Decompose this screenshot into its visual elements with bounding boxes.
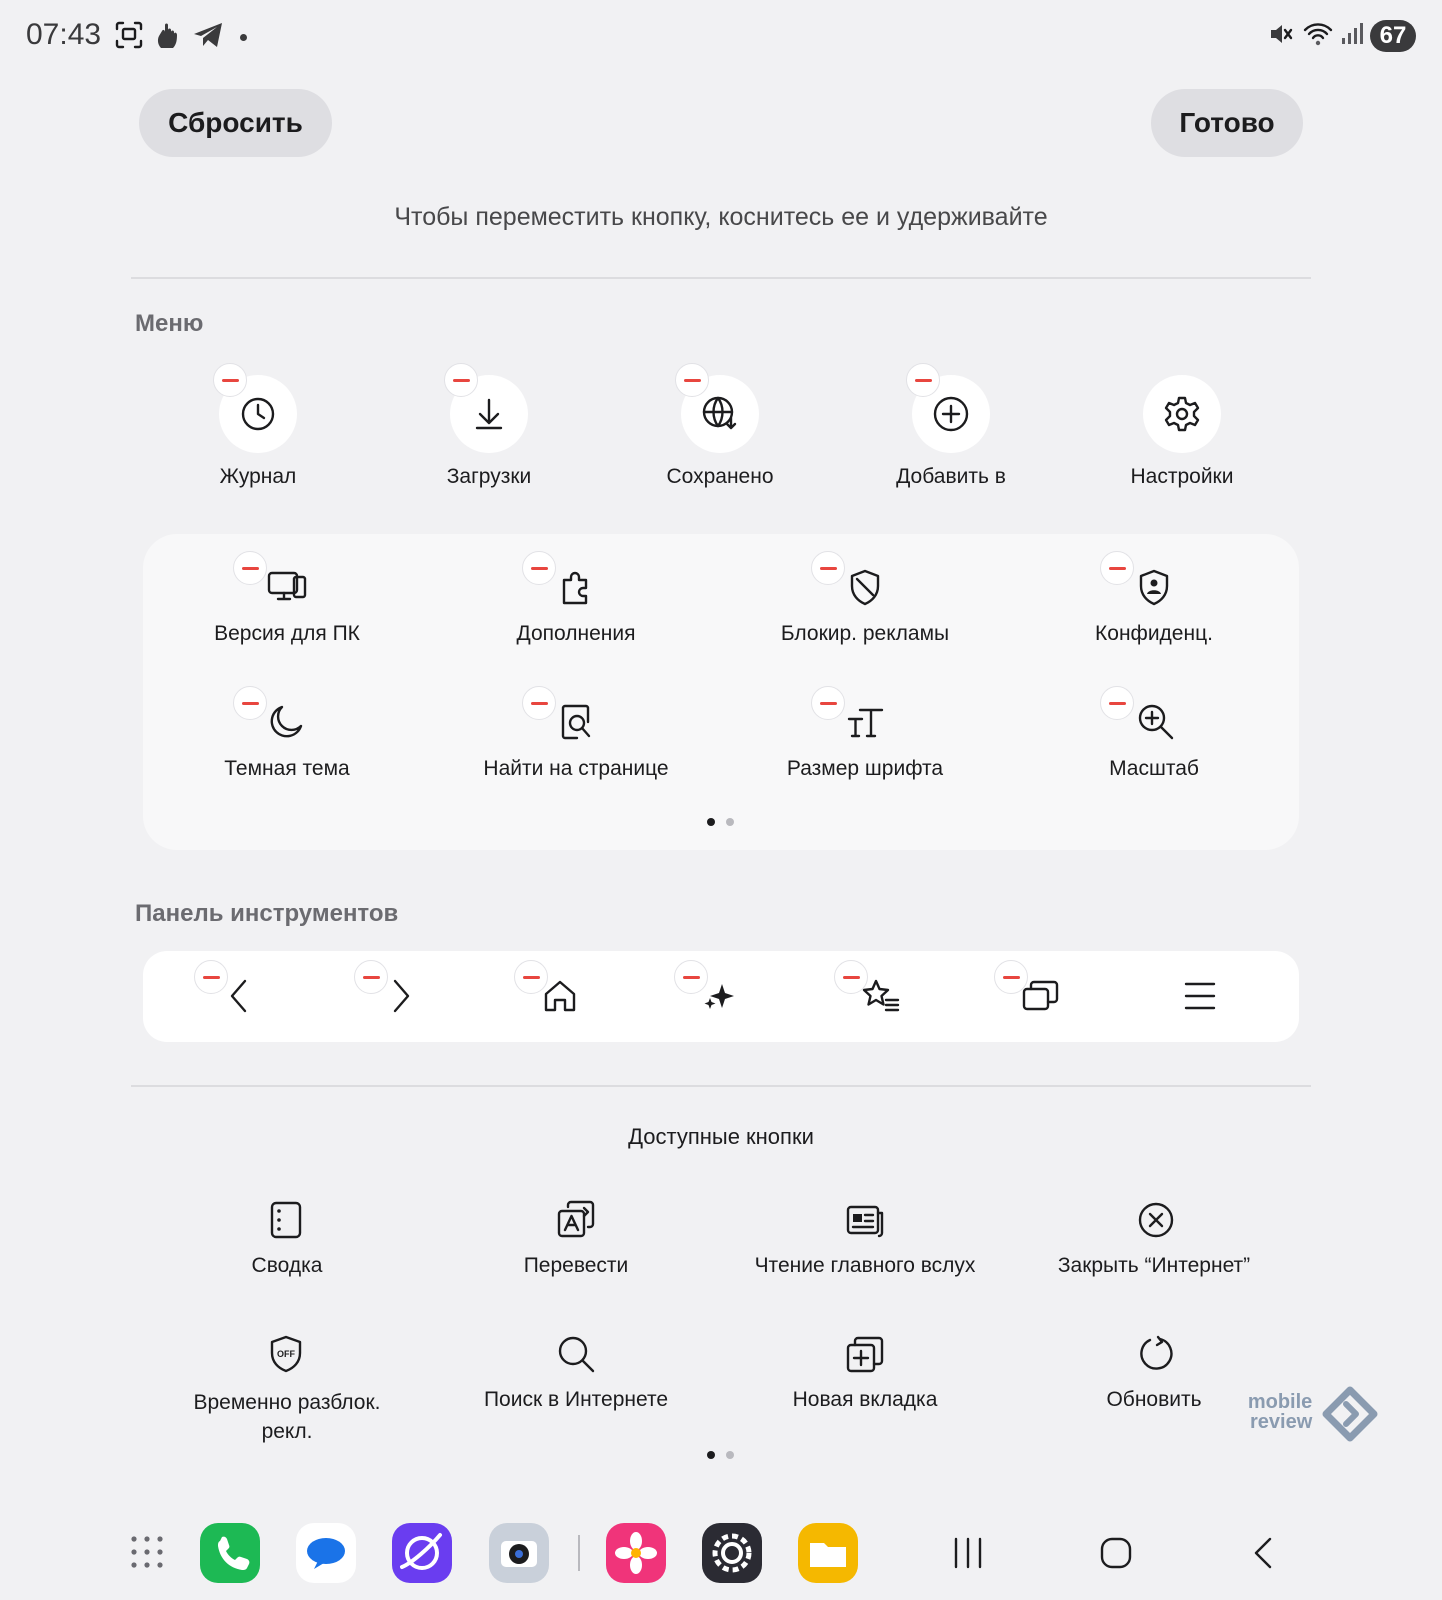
phone-app[interactable] bbox=[200, 1523, 260, 1583]
remove-badge-icon[interactable] bbox=[811, 686, 845, 720]
menu-grid-label: Масштаб bbox=[1109, 757, 1199, 780]
available-item-label: Перевести bbox=[523, 1254, 629, 1277]
notification-dot-icon bbox=[240, 34, 247, 41]
available-item-label: Обновить bbox=[1106, 1388, 1202, 1411]
gear-icon bbox=[1143, 375, 1221, 453]
available-item-label: Временно разблок. рекл. bbox=[193, 1391, 381, 1443]
reset-button[interactable]: Сбросить bbox=[139, 89, 332, 157]
available-item-label: Новая вкладка bbox=[792, 1388, 938, 1411]
status-time: 07:43 bbox=[26, 18, 102, 51]
camera-app[interactable] bbox=[489, 1523, 549, 1583]
remove-badge-icon[interactable] bbox=[514, 960, 548, 994]
remove-badge-icon[interactable] bbox=[906, 363, 940, 397]
wifi-icon bbox=[1302, 20, 1334, 48]
dock-separator bbox=[578, 1535, 580, 1571]
refresh-icon bbox=[1136, 1334, 1176, 1374]
battery-icon bbox=[1370, 20, 1416, 52]
menu-grid-label: Конфиденц. bbox=[1095, 622, 1213, 645]
page-dot bbox=[726, 1451, 734, 1459]
remove-badge-icon[interactable] bbox=[675, 363, 709, 397]
screenshot-icon bbox=[114, 20, 144, 50]
menu-item-label: Настройки bbox=[1130, 465, 1234, 488]
menu-grid-label: Темная тема bbox=[224, 757, 350, 780]
menu-item-label: Журнал bbox=[219, 465, 297, 488]
moon-icon bbox=[266, 702, 306, 742]
new-tab-icon bbox=[845, 1334, 885, 1374]
gear-icon bbox=[702, 1523, 762, 1583]
page-dot bbox=[726, 818, 734, 826]
forward-icon[interactable] bbox=[382, 978, 418, 1014]
tabs-icon[interactable] bbox=[1022, 978, 1060, 1014]
search-icon bbox=[556, 1334, 596, 1374]
remove-badge-icon[interactable] bbox=[444, 363, 478, 397]
toolbar-section-title: Панель инструментов bbox=[135, 900, 399, 927]
available-item-label: Закрыть “Интернет” bbox=[1057, 1254, 1251, 1277]
home-icon[interactable] bbox=[542, 978, 578, 1014]
translate-icon bbox=[556, 1199, 596, 1239]
menu-icon[interactable] bbox=[1182, 978, 1218, 1014]
my-files-app[interactable] bbox=[798, 1523, 858, 1583]
page-dot-active bbox=[707, 818, 715, 826]
watermark-logo bbox=[1236, 1392, 1312, 1432]
remove-badge-icon[interactable] bbox=[1100, 686, 1134, 720]
svg-text:OFF: OFF bbox=[277, 1349, 295, 1359]
internet-icon bbox=[392, 1523, 452, 1583]
remove-badge-icon[interactable] bbox=[994, 960, 1028, 994]
shield-block-icon bbox=[847, 567, 883, 607]
battery-level: 67 bbox=[1379, 22, 1407, 49]
watermark-logo-icon bbox=[1322, 1386, 1378, 1442]
internet-app[interactable] bbox=[392, 1523, 452, 1583]
find-in-page-icon bbox=[558, 702, 596, 742]
remove-badge-icon[interactable] bbox=[834, 960, 868, 994]
remove-badge-icon[interactable] bbox=[233, 686, 267, 720]
remove-badge-icon[interactable] bbox=[674, 960, 708, 994]
remove-badge-icon[interactable] bbox=[1100, 551, 1134, 585]
home-button-icon[interactable] bbox=[1098, 1535, 1134, 1571]
remove-badge-icon[interactable] bbox=[522, 686, 556, 720]
phone-icon bbox=[200, 1523, 260, 1583]
folder-icon bbox=[798, 1523, 858, 1583]
menu-item-label: Загрузки bbox=[446, 465, 532, 488]
desktop-icon bbox=[266, 568, 308, 604]
gallery-icon bbox=[606, 1523, 666, 1583]
page-dot-active bbox=[707, 1451, 715, 1459]
read-aloud-icon bbox=[845, 1200, 885, 1240]
remove-badge-icon[interactable] bbox=[194, 960, 228, 994]
menu-section-title: Меню bbox=[135, 310, 204, 337]
hand-icon bbox=[155, 20, 181, 50]
watermark-line2: review bbox=[1250, 1411, 1313, 1433]
divider bbox=[131, 1085, 1311, 1087]
close-circle-icon bbox=[1136, 1200, 1176, 1240]
app-drawer-icon[interactable] bbox=[130, 1535, 164, 1569]
remove-badge-icon[interactable] bbox=[522, 551, 556, 585]
bookmark-star-icon[interactable] bbox=[862, 978, 900, 1014]
remove-badge-icon[interactable] bbox=[354, 960, 388, 994]
divider bbox=[131, 277, 1311, 279]
remove-badge-icon[interactable] bbox=[811, 551, 845, 585]
shield-off-icon bbox=[266, 1334, 306, 1374]
menu-grid-label: Найти на странице bbox=[483, 757, 669, 780]
menu-grid-label: Размер шрифта bbox=[786, 757, 944, 780]
remove-badge-icon[interactable] bbox=[213, 363, 247, 397]
recent-apps-icon[interactable] bbox=[950, 1535, 986, 1571]
available-item-label: Поиск в Интернете bbox=[483, 1388, 669, 1411]
menu-grid-label: Дополнения bbox=[516, 622, 636, 645]
menu-grid-label: Блокир. рекламы bbox=[780, 622, 950, 645]
sparkle-icon[interactable] bbox=[702, 978, 738, 1014]
drag-hint-text: Чтобы переместить кнопку, коснитесь ее и удерживайте bbox=[394, 203, 1048, 231]
back-icon[interactable] bbox=[222, 978, 258, 1014]
puzzle-icon bbox=[558, 566, 594, 606]
menu-grid-label: Версия для ПК bbox=[214, 622, 360, 645]
mute-icon bbox=[1268, 20, 1294, 48]
signal-icon bbox=[1340, 20, 1364, 48]
menu-item-label: Сохранено bbox=[666, 465, 774, 488]
zoom-in-icon bbox=[1136, 702, 1176, 742]
gallery-app[interactable] bbox=[606, 1523, 666, 1583]
summary-icon bbox=[266, 1200, 306, 1240]
messages-icon bbox=[296, 1523, 356, 1583]
available-item-label: Чтение главного вслух bbox=[754, 1254, 976, 1277]
available-item-label: Сводка bbox=[251, 1254, 323, 1277]
settings-app[interactable] bbox=[702, 1523, 762, 1583]
available-section-title: Доступные кнопки bbox=[628, 1124, 814, 1149]
font-size-icon bbox=[846, 704, 886, 740]
menu-item-label: Добавить в bbox=[896, 465, 1006, 488]
remove-badge-icon[interactable] bbox=[233, 551, 267, 585]
done-button[interactable]: Готово bbox=[1151, 89, 1303, 157]
messages-app[interactable] bbox=[296, 1523, 356, 1583]
shield-person-icon bbox=[1136, 567, 1172, 607]
telegram-icon bbox=[192, 20, 224, 50]
camera-icon bbox=[489, 1523, 549, 1583]
watermark-line1: mobile bbox=[1247, 1391, 1313, 1413]
nav-back-icon[interactable] bbox=[1246, 1535, 1282, 1571]
